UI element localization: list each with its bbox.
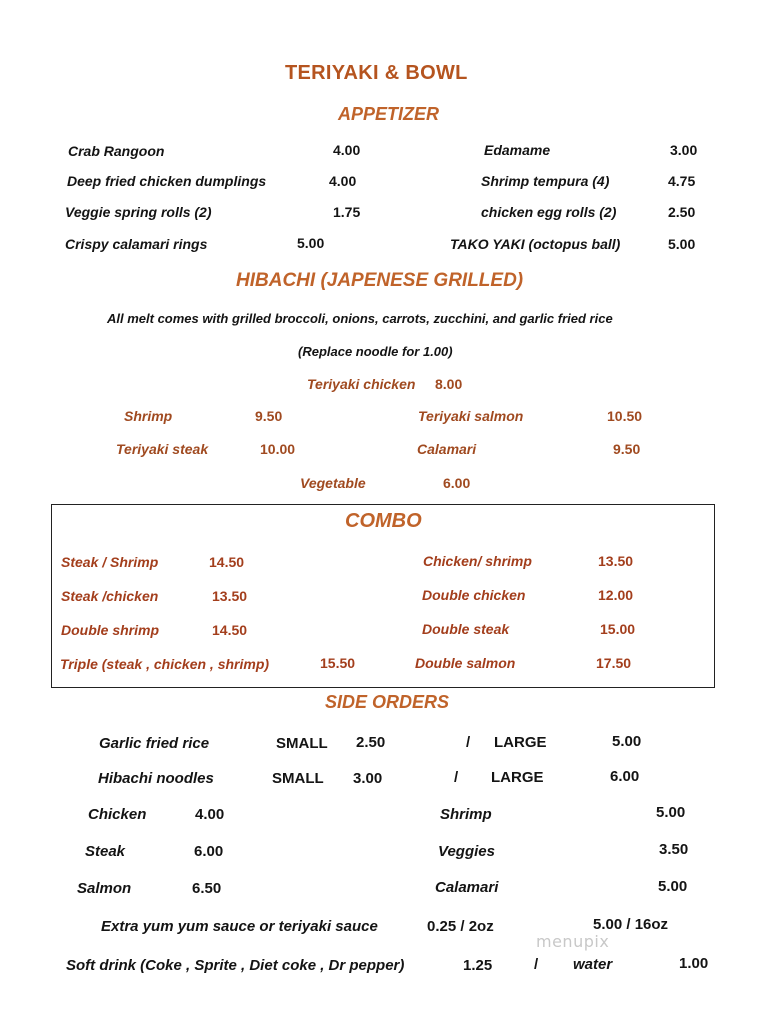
combo-item-name: Double salmon: [415, 655, 516, 671]
side-small-price: 3.00: [353, 770, 383, 787]
hibachi-item-name: Teriyaki salmon: [418, 408, 524, 424]
side-item-price: 3.50: [659, 841, 689, 858]
combo-item-price: 13.50: [598, 553, 634, 569]
combo-item-price: 17.50: [596, 655, 632, 671]
side-large-label: LARGE: [494, 734, 547, 751]
hibachi-item-price: 10.50: [607, 408, 643, 424]
combo-item-name: Double chicken: [422, 587, 526, 603]
appetizer-item-name: Crispy calamari rings: [65, 236, 208, 252]
side-large-price: 6.00: [610, 768, 640, 785]
side-small-label: SMALL: [276, 735, 328, 752]
combo-item-name: Double steak: [422, 621, 510, 637]
soft-drink-name: Soft drink (Coke , Sprite , Diet coke , Dr pepper): [66, 957, 405, 974]
combo-item-name: Triple (steak , chicken , shrimp): [60, 656, 270, 672]
side-orders-heading: SIDE ORDERS: [325, 692, 450, 712]
appetizer-item-name: Edamame: [484, 142, 551, 158]
side-item-price: 5.00: [658, 878, 688, 895]
combo-item-name: Double shrimp: [61, 622, 160, 638]
appetizer-item-price: 4.75: [668, 173, 696, 189]
combo-item-price: 14.50: [209, 554, 245, 570]
side-item-name: Shrimp: [440, 806, 492, 823]
appetizer-item-price: 4.00: [329, 173, 357, 189]
hibachi-item-name: Teriyaki steak: [116, 441, 209, 457]
sauce-name: Extra yum yum sauce or teriyaki sauce: [101, 918, 378, 935]
side-large-label: LARGE: [491, 769, 544, 786]
appetizer-item-name: Crab Rangoon: [68, 143, 165, 159]
water-price: 1.00: [679, 955, 709, 972]
watermark-logo: menupix: [536, 932, 610, 951]
side-item-price: 6.00: [194, 843, 224, 860]
side-small-price: 2.50: [356, 734, 386, 751]
hibachi-note: All melt comes with grilled broccoli, onions, carrots, zucchini, and garlic fried rice: [107, 311, 613, 326]
water-label: water: [573, 956, 613, 973]
combo-item-price: 15.00: [600, 621, 636, 637]
drink-separator: /: [534, 956, 539, 973]
appetizer-item-price: 4.00: [333, 142, 361, 158]
side-item-name: Calamari: [435, 879, 499, 896]
appetizer-item-name: Deep fried chicken dumplings: [67, 173, 267, 189]
appetizer-heading: APPETIZER: [338, 104, 440, 124]
side-item-name: Salmon: [77, 880, 132, 897]
appetizer-item-price: 3.00: [670, 142, 698, 158]
appetizer-item-name: Shrimp tempura (4): [481, 173, 610, 189]
hibachi-item-name: Vegetable: [300, 475, 366, 491]
combo-item-price: 13.50: [212, 588, 248, 604]
sauce-price-small: 0.25 / 2oz: [427, 918, 494, 935]
hibachi-item-name: Teriyaki chicken: [307, 376, 416, 392]
sauce-price-large: 5.00 / 16oz: [593, 916, 669, 933]
combo-item-name: Steak /chicken: [61, 588, 159, 604]
hibachi-item-price: 9.50: [613, 441, 641, 457]
side-separator: /: [454, 769, 459, 786]
side-item-price: 4.00: [195, 806, 225, 823]
side-item-name: Chicken: [88, 806, 147, 823]
appetizer-item-name: chicken egg rolls (2): [481, 204, 617, 220]
side-large-price: 5.00: [612, 733, 642, 750]
hibachi-item-name: Shrimp: [124, 408, 173, 424]
side-sized-name: Hibachi noodles: [98, 770, 214, 787]
combo-item-name: Steak / Shrimp: [61, 554, 159, 570]
side-item-price: 5.00: [656, 804, 686, 821]
hibachi-item-price: 8.00: [435, 376, 463, 392]
appetizer-item-name: TAKO YAKI (octopus ball): [450, 236, 621, 252]
appetizer-item-price: 5.00: [297, 235, 325, 251]
side-item-name: Steak: [85, 843, 126, 860]
appetizer-item-price: 1.75: [333, 204, 361, 220]
side-item-price: 6.50: [192, 880, 222, 897]
appetizer-item-price: 5.00: [668, 236, 696, 252]
combo-item-price: 12.00: [598, 587, 634, 603]
appetizer-item-price: 2.50: [668, 204, 696, 220]
hibachi-item-name: Calamari: [417, 441, 477, 457]
hibachi-heading: HIBACHI (JAPENESE GRILLED): [236, 270, 524, 291]
hibachi-item-price: 10.00: [260, 441, 296, 457]
hibachi-item-price: 6.00: [443, 475, 471, 491]
combo-item-price: 15.50: [320, 655, 356, 671]
side-item-name: Veggies: [438, 843, 495, 860]
appetizer-item-name: Veggie spring rolls (2): [65, 204, 212, 220]
soft-drink-price: 1.25: [463, 957, 493, 974]
side-separator: /: [466, 734, 471, 751]
side-sized-name: Garlic fried rice: [99, 735, 210, 752]
combo-heading: COMBO: [345, 510, 422, 532]
combo-item-name: Chicken/ shrimp: [423, 553, 532, 569]
combo-item-price: 14.50: [212, 622, 248, 638]
hibachi-replace-note: (Replace noodle for 1.00): [298, 344, 453, 359]
menu-title: TERIYAKI & BOWL: [285, 62, 468, 84]
hibachi-item-price: 9.50: [255, 408, 283, 424]
side-small-label: SMALL: [272, 770, 324, 787]
